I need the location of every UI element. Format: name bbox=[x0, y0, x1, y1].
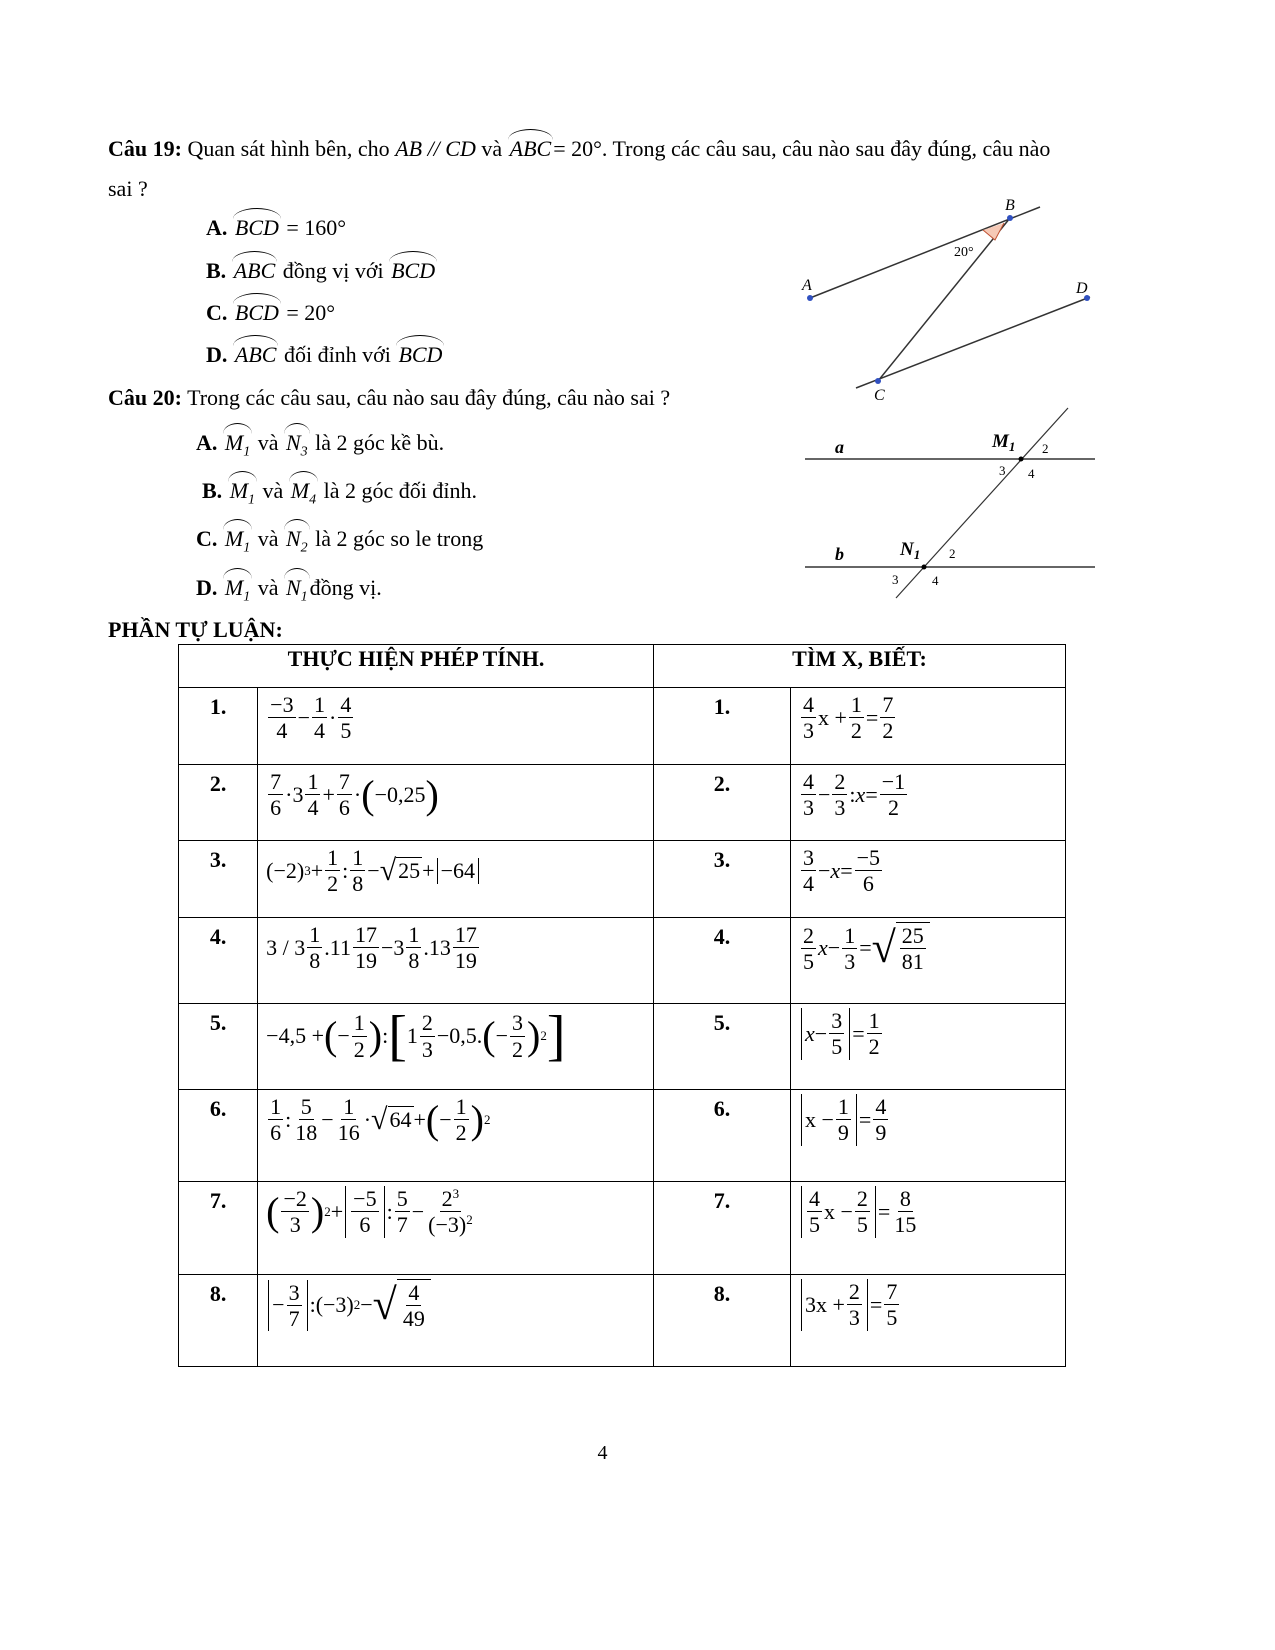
conj: và bbox=[262, 478, 284, 503]
option-text: là 2 góc kề bù. bbox=[315, 430, 445, 455]
q19-angle-abc: ABC bbox=[509, 136, 552, 161]
row-number: 6. bbox=[179, 1090, 258, 1182]
option-text: = 160° bbox=[286, 215, 347, 240]
label-n2: 2 bbox=[949, 546, 956, 561]
option-label: B. bbox=[206, 258, 227, 283]
col2-header: TÌM X, BIẾT: bbox=[654, 645, 1066, 688]
calc-expression: 1 6 : 5 18 − 1 16 · √ 64 + ( − 1 2 ) 2 bbox=[258, 1090, 654, 1182]
col1-header: THỰC HIỆN PHÉP TÍNH. bbox=[179, 645, 654, 688]
option-text: là 2 góc so le trong bbox=[315, 526, 484, 551]
table-row bbox=[179, 1182, 1066, 1275]
row-number: 2. bbox=[654, 765, 791, 841]
label-c: C bbox=[874, 387, 885, 404]
find-x-expression: 4 3 − 2 3 : x = −1 2 bbox=[791, 765, 1066, 841]
label-m: $M_1$ bbox=[992, 431, 1016, 454]
calc-expression: ( −2 3 ) 2 + −5 6 : 5 7 − $2^3$ $(-3)^2$ bbox=[258, 1182, 654, 1275]
angle-name: $M_4$ bbox=[290, 478, 317, 508]
table-row bbox=[179, 1090, 1066, 1182]
page-number: 4 bbox=[597, 1442, 608, 1464]
option-label: B. bbox=[202, 478, 223, 503]
table-header-row bbox=[179, 645, 1066, 688]
row-number: 7. bbox=[654, 1182, 791, 1275]
point-c bbox=[875, 378, 881, 384]
option-text: đối đỉnh với bbox=[283, 342, 391, 367]
table-row bbox=[179, 688, 1066, 765]
option-label: C. bbox=[196, 526, 218, 551]
option-label: C. bbox=[206, 300, 228, 325]
find-x-expression: 4 3 x + 1 2 = 7 2 bbox=[791, 688, 1066, 765]
angle-name: BCD bbox=[234, 215, 279, 240]
row-number: 8. bbox=[179, 1275, 258, 1367]
line-cd bbox=[856, 297, 1090, 388]
label-m3: 3 bbox=[999, 463, 1006, 478]
calc-expression: 3 / 3 1 8 .11 17 19 −3 1 8 .13 17 19 bbox=[258, 918, 654, 1004]
label-m4: 4 bbox=[1028, 466, 1035, 481]
row-number: 6. bbox=[654, 1090, 791, 1182]
row-number: 8. bbox=[654, 1275, 791, 1367]
row-number: 1. bbox=[179, 688, 258, 765]
angle-name: ABC bbox=[234, 342, 277, 367]
label-line-b: b bbox=[835, 544, 844, 564]
angle-name: $M_1$ bbox=[224, 575, 251, 605]
find-x-expression: x − 3 5 = 1 2 bbox=[791, 1004, 1066, 1090]
row-number: 3. bbox=[179, 841, 258, 918]
find-x-expression: 4 5 x − 2 5 = 8 15 bbox=[791, 1182, 1066, 1275]
label-d: D bbox=[1076, 280, 1088, 297]
figure-transversal-ab bbox=[800, 405, 1100, 605]
option-label: A. bbox=[196, 430, 218, 455]
label-a: A bbox=[802, 277, 812, 294]
conj: và bbox=[257, 430, 279, 455]
row-number: 7. bbox=[179, 1182, 258, 1275]
row-number: 4. bbox=[179, 918, 258, 1004]
label-n3: 3 bbox=[892, 572, 899, 587]
calc-expression: (−2) 3 + 1 2 : 1 8 − √ 25 + −64 bbox=[258, 841, 654, 918]
calc-expression: −3 4 − 1 4 · 4 5 bbox=[258, 688, 654, 765]
line-bc bbox=[878, 218, 1010, 381]
calc-expression: − 3 7 :(−3) 2 − √ $\frac{4}{49}$ bbox=[258, 1275, 654, 1367]
section-title: PHẦN TỰ LUẬN: bbox=[108, 617, 283, 642]
figure-parallel-lines-abcd bbox=[790, 190, 1110, 410]
row-number: 3. bbox=[654, 841, 791, 918]
q20-line1 bbox=[108, 385, 670, 411]
row-number: 1. bbox=[654, 688, 791, 765]
point-m bbox=[1019, 457, 1024, 462]
q19-text-a: Quan sát hình bên, cho bbox=[187, 136, 390, 161]
q19-line2: sai ? bbox=[108, 176, 148, 201]
angle-name: BCD bbox=[234, 300, 279, 325]
angle-name: $M_1$ bbox=[224, 430, 251, 460]
calc-expression: −4,5 + ( − 1 2 ) : [ 1 2 3 −0,5. ( − 3 2 ) 2 ] bbox=[258, 1004, 654, 1090]
angle-name: ABC bbox=[233, 258, 276, 283]
q19-conj: và bbox=[481, 136, 503, 161]
exercise-table bbox=[178, 644, 1066, 1367]
label-angle-20: 20° bbox=[954, 245, 974, 260]
conj: và bbox=[257, 526, 279, 551]
option-label: A. bbox=[206, 215, 228, 240]
label-m2: 2 bbox=[1042, 441, 1049, 456]
find-x-expression: 3x + 2 3 = 7 5 bbox=[791, 1275, 1066, 1367]
angle-name: $M_1$ bbox=[229, 478, 256, 508]
point-b bbox=[1007, 215, 1013, 221]
option-text: đồng vị. bbox=[309, 575, 382, 600]
angle-name: BCD bbox=[391, 258, 436, 283]
q20-text: Trong các câu sau, câu nào sau đây đúng, câu nào sai ? bbox=[187, 385, 671, 410]
q19-line1 bbox=[108, 136, 1050, 162]
q19-option-b bbox=[206, 258, 437, 284]
q20-option-b bbox=[202, 478, 477, 509]
row-number: 5. bbox=[179, 1004, 258, 1090]
angle-name: $M_1$ bbox=[224, 526, 251, 556]
row-number: 5. bbox=[654, 1004, 791, 1090]
q19-option-d bbox=[206, 342, 444, 368]
q20-option-d bbox=[196, 575, 382, 606]
point-a bbox=[807, 295, 813, 301]
table-row bbox=[179, 841, 1066, 918]
line-ab bbox=[810, 207, 1040, 298]
q19-label: Câu 19: bbox=[108, 136, 182, 161]
calc-expression: 7 6 ·3 1 4 + 7 6 · ( −0,25 ) bbox=[258, 765, 654, 841]
q19-cond1: AB // CD bbox=[395, 136, 476, 161]
angle-name: $N_1$ bbox=[285, 575, 308, 605]
q19-option-a bbox=[206, 215, 346, 241]
table-row bbox=[179, 918, 1066, 1004]
angle-name: BCD bbox=[398, 342, 443, 367]
q20-label: Câu 20: bbox=[108, 385, 182, 410]
option-text: là 2 góc đối đỉnh. bbox=[323, 478, 477, 503]
table-row bbox=[179, 765, 1066, 841]
q19-text-b: . Trong các câu sau, câu nào sau đây đúng, câu nào bbox=[601, 136, 1051, 161]
find-x-expression: 3 4 − x = −5 6 bbox=[791, 841, 1066, 918]
option-text: đồng vị với bbox=[282, 258, 384, 283]
point-n bbox=[922, 565, 927, 570]
row-number: 4. bbox=[654, 918, 791, 1004]
label-n4: 4 bbox=[932, 573, 939, 588]
conj: và bbox=[257, 575, 279, 600]
find-x-expression: 2 5 x − 1 3 = √ $\frac{25}{81}$ bbox=[791, 918, 1066, 1004]
q19-option-c bbox=[206, 300, 335, 326]
angle-name: $N_2$ bbox=[285, 526, 308, 556]
table-row bbox=[179, 1004, 1066, 1090]
transversal bbox=[896, 408, 1068, 598]
label-b: B bbox=[1005, 197, 1015, 214]
option-label: D. bbox=[206, 342, 228, 367]
label-line-a: a bbox=[835, 437, 844, 457]
angle-name: $N_3$ bbox=[285, 430, 308, 460]
row-number: 2. bbox=[179, 765, 258, 841]
table-row bbox=[179, 1275, 1066, 1367]
option-label: D. bbox=[196, 575, 218, 600]
q19-cond2: = 20° bbox=[553, 136, 602, 161]
q20-option-c bbox=[196, 526, 483, 557]
find-x-expression: x − 1 9 = 4 9 bbox=[791, 1090, 1066, 1182]
option-text: = 20° bbox=[286, 300, 336, 325]
q20-option-a bbox=[196, 430, 444, 461]
label-n: $N_1$ bbox=[900, 539, 921, 562]
